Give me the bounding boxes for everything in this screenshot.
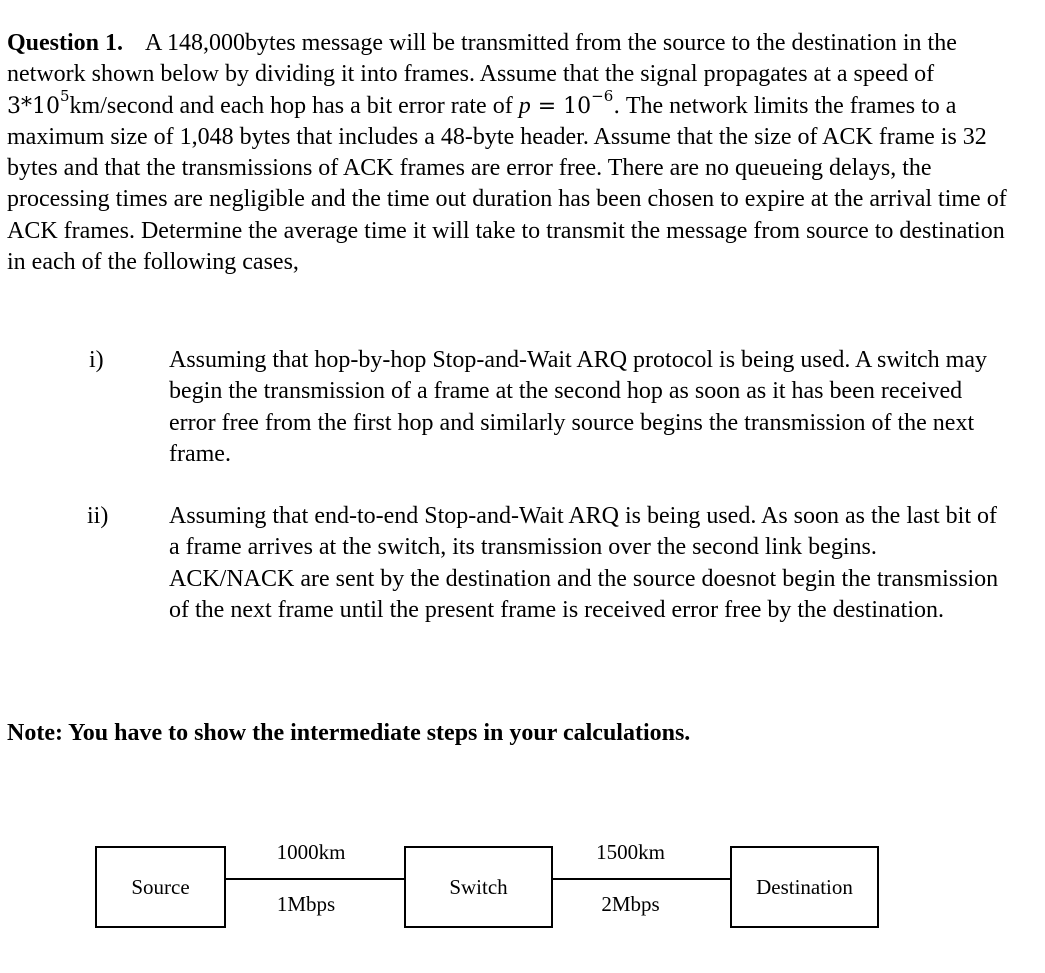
ber-base: = 10	[530, 93, 592, 119]
note-text: Note: You have to show the intermediate steps in your calculations.	[7, 720, 691, 746]
question-paragraph	[7, 28, 1007, 278]
question-label: Question 1.	[7, 30, 124, 56]
item-i-number: i)	[89, 347, 104, 373]
speed-base: 3*10	[7, 93, 60, 119]
item-i-text: Assuming that hop-by-hop Stop-and-Wait ARQ protocol is being used. A switch may begin the transmission of a frame at the second hop as soon as it has been received error free from the first hop and similarly source begins the transmission of the next frame.	[169, 347, 988, 467]
speed-expression	[7, 87, 70, 119]
ber-exponent: −6	[591, 87, 614, 106]
source-node	[95, 846, 226, 928]
switch-node	[404, 846, 553, 928]
destination-label: Destination	[756, 874, 853, 899]
link-2-distance: 1500km	[596, 840, 665, 864]
ber-period: .	[613, 93, 621, 119]
switch-label: Switch	[449, 874, 508, 899]
destination-node	[730, 846, 879, 928]
link-2-rate: 2Mbps	[601, 892, 660, 916]
ber-variable: p	[518, 92, 531, 119]
link-1-rate: 1Mbps	[276, 892, 336, 916]
speed-exponent: 5	[60, 87, 70, 106]
ber-expression	[518, 87, 621, 119]
link-2-line	[553, 878, 731, 880]
item-ii-text: Assuming that end-to-end Stop-and-Wait ARQ is being used. As soon as the last bit of a frame arrives at the switch, its transmission over the second link begins. ACK/NACK are sent by the destination and the source doesnot begin the transmission of the next frame until the present frame is received error free by the destination.	[169, 503, 999, 623]
question-text-part3: The network limits the frames to a maximum size of 1,048 bytes that includes a 48-byte header. Assume that the size of ACK frame is 32 bytes and that the transmissions of ACK frames are error free. There are no queueing delays, the processing times are negligible and the time out duration has been chosen to expire at the arrival time of ACK frames. Determine the average time it will take to transmit the message from source to destination in each of the following cases,	[7, 92, 1007, 276]
link-1-distance: 1000km	[276, 840, 346, 864]
source-label: Source	[131, 874, 190, 899]
link-1-line	[226, 878, 405, 880]
question-text-part1: A 148,000bytes message will be transmitted from the source to the destination in the network shown below by dividing it into frames. Assume that the signal propagates at a speed of	[7, 30, 957, 88]
item-ii-number: ii)	[87, 503, 109, 529]
question-text-part2: km/second and each hop has a bit error rate of	[69, 92, 519, 119]
